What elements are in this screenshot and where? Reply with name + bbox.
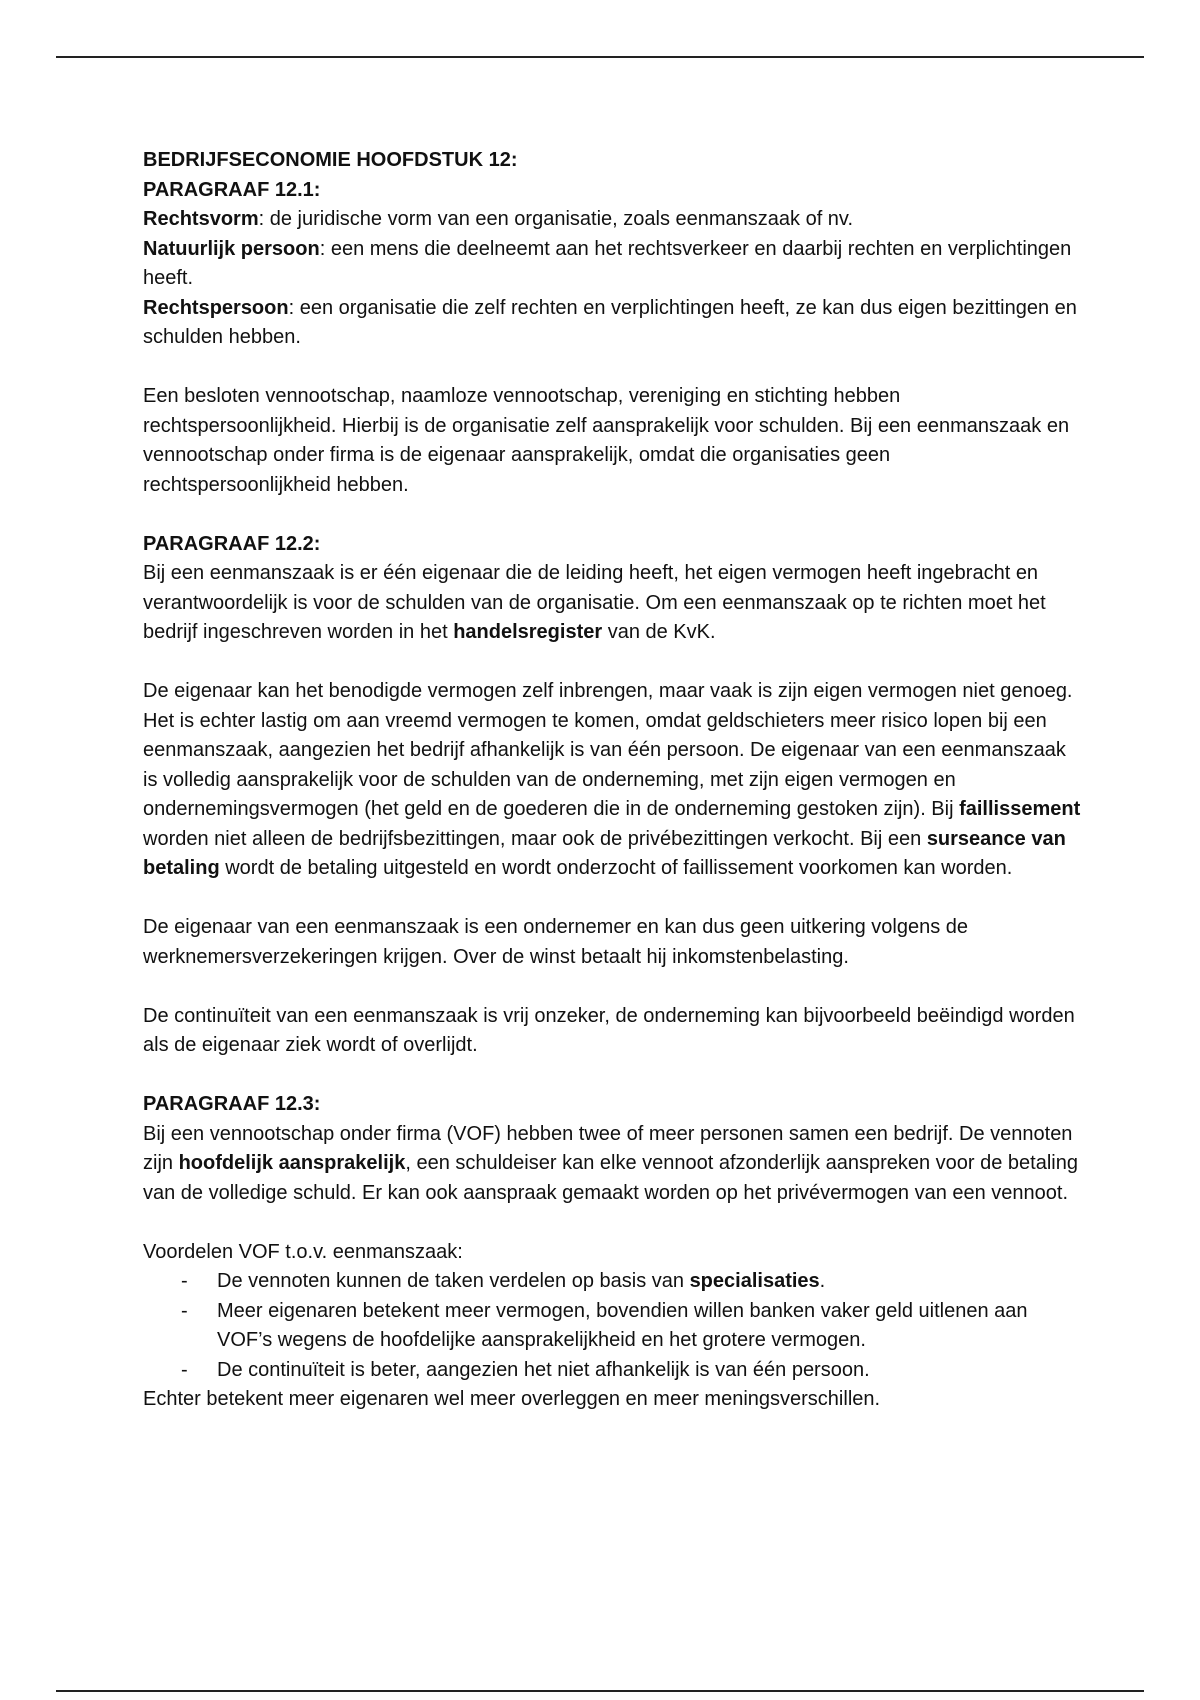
- list-intro: Voordelen VOF t.o.v. eenmanszaak:: [143, 1240, 463, 1263]
- section-heading-12-2: PARAGRAAF 12.2:: [143, 532, 321, 555]
- document-title: BEDRIJFSECONOMIE HOOFDSTUK 12:: [143, 149, 518, 171]
- text-run: De vennoten kunnen de taken verdelen op basis van: [217, 1270, 690, 1292]
- definition-text: : een mens die deelneemt aan het rechtsverkeer en daarbij rechten en verplichtingen heeft.: [143, 237, 1072, 289]
- paragraph-continuiteit: De continuïteit van een eenmanszaak is vrij onzeker, de onderneming kan bijvoorbeeld beëindigd worden als de eigenaar ziek wordt of overlijdt.: [143, 1004, 1075, 1056]
- term-hoofdelijk-aansprakelijk: hoofdelijk aansprakelijk: [178, 1152, 406, 1174]
- term-handelsregister: handelsregister: [453, 621, 603, 643]
- header-rule: [56, 56, 1144, 58]
- spacer: [143, 500, 1083, 530]
- definition-term: Rechtspersoon: [143, 296, 289, 319]
- document-body: [143, 146, 1083, 1415]
- text-run: Meer eigenaren betekent meer vermogen, bovendien willen banken vaker geld uitlenen aan VOF’s wegens de hoofdelijke aansprakelijkheid en het grotere vermogen.: [217, 1299, 1028, 1351]
- section-heading-12-1: PARAGRAAF 12.1:: [143, 178, 321, 201]
- spacer: [143, 648, 1083, 678]
- text-run: De continuïteit is beter, aangezien het niet afhankelijk is van één persoon.: [217, 1358, 870, 1381]
- definition-term: Natuurlijk persoon: [143, 237, 320, 260]
- list-item: [143, 1356, 1083, 1386]
- text-run: wordt de betaling uitgesteld en wordt onderzocht of faillissement voorkomen kan worden.: [219, 857, 1013, 879]
- text-run: Bij een eenmanszaak is er één eigenaar die de leiding heeft, het eigen vermogen heeft ingebracht en verantwoordelijk is voor de schulden van de organisatie. Om een eenmanszaak op te richten moet het bedrijf ingeschreven worden in het: [143, 562, 1046, 643]
- spacer: [143, 972, 1083, 1002]
- footer-rule: [56, 1690, 1144, 1692]
- paragraph-vermogen: [143, 677, 1083, 884]
- paragraph-vof: [143, 1120, 1083, 1209]
- text-run: De eigenaar kan het benodigde vermogen zelf inbrengen, maar vaak is zijn eigen vermogen niet genoeg. Het is echter lastig om aan vreemd vermogen te komen, omdat geldschieters meer risico lopen bij een eenmanszaak, aangezien het bedrijf afhankelijk is van één persoon. De eigenaar van een eenmanszaak is volledig aansprakelijk voor de schulden van de onderneming, met zijn eigen vermogen en ondernemingsvermogen (het geld en de goederen die in de onderneming gestoken zijn). Bij: [143, 680, 1073, 820]
- spacer: [143, 353, 1083, 383]
- section-heading-12-3: PARAGRAAF 12.3:: [143, 1093, 321, 1115]
- text-run: worden niet alleen de bedrijfsbezittingen, maar ook de privébezittingen verkocht. Bij een: [143, 827, 927, 850]
- term-faillissement: faillissement: [959, 798, 1081, 820]
- advantages-list: [143, 1267, 1083, 1385]
- spacer: [143, 1061, 1083, 1091]
- term-surseance: surseance van betaling: [143, 827, 1066, 879]
- definition-text: : de juridische vorm van een organisatie, zoals eenmanszaak of nv.: [258, 208, 854, 230]
- text-run: van de KvK.: [602, 621, 716, 643]
- text-run: .: [819, 1270, 826, 1292]
- list-item: [143, 1267, 1083, 1297]
- definition-text: : een organisatie die zelf rechten en verplichtingen heeft, ze kan dus eigen bezittingen en schulden hebben.: [143, 296, 1077, 348]
- paragraph-rechtspersoonlijkheid: Een besloten vennootschap, naamloze vennootschap, vereniging en stichting hebben rechtspersoonlijkheid. Hierbij is de organisatie zelf aansprakelijk voor schulden. Bij een eenmanszaak en vennootschap onder firma is de eigenaar aansprakelijk, omdat die organisaties geen rechtspersoonlijkheid hebben.: [143, 385, 1070, 496]
- paragraph-ondernemer: De eigenaar van een eenmanszaak is een ondernemer en kan dus geen uitkering volgens de werknemersverzekeringen krijgen. Over de winst betaalt hij inkomstenbelasting.: [143, 916, 968, 968]
- definition-rechtspersoon: [143, 294, 1083, 353]
- spacer: [143, 1208, 1083, 1238]
- spacer: [143, 884, 1083, 914]
- definition-natuurlijk-persoon: [143, 235, 1083, 294]
- paragraph-closing: Echter betekent meer eigenaren wel meer overleggen en meer meningsverschillen.: [143, 1388, 881, 1410]
- list-item: [143, 1297, 1083, 1356]
- definition-term: Rechtsvorm: [143, 208, 259, 230]
- text-run: , een schuldeiser kan elke vennoot afzonderlijk aanspreken voor de betaling van de volledige schuld. Er kan ook aanspraak gemaakt worden op het privévermogen van een vennoot.: [143, 1152, 1078, 1204]
- paragraph-eenmanszaak: [143, 559, 1083, 648]
- definition-rechtsvorm: [143, 205, 1083, 235]
- text-run: Bij een vennootschap onder firma (VOF) hebben twee of meer personen samen een bedrijf. De vennoten zijn: [143, 1122, 1073, 1174]
- term-specialisaties: specialisaties: [689, 1270, 820, 1292]
